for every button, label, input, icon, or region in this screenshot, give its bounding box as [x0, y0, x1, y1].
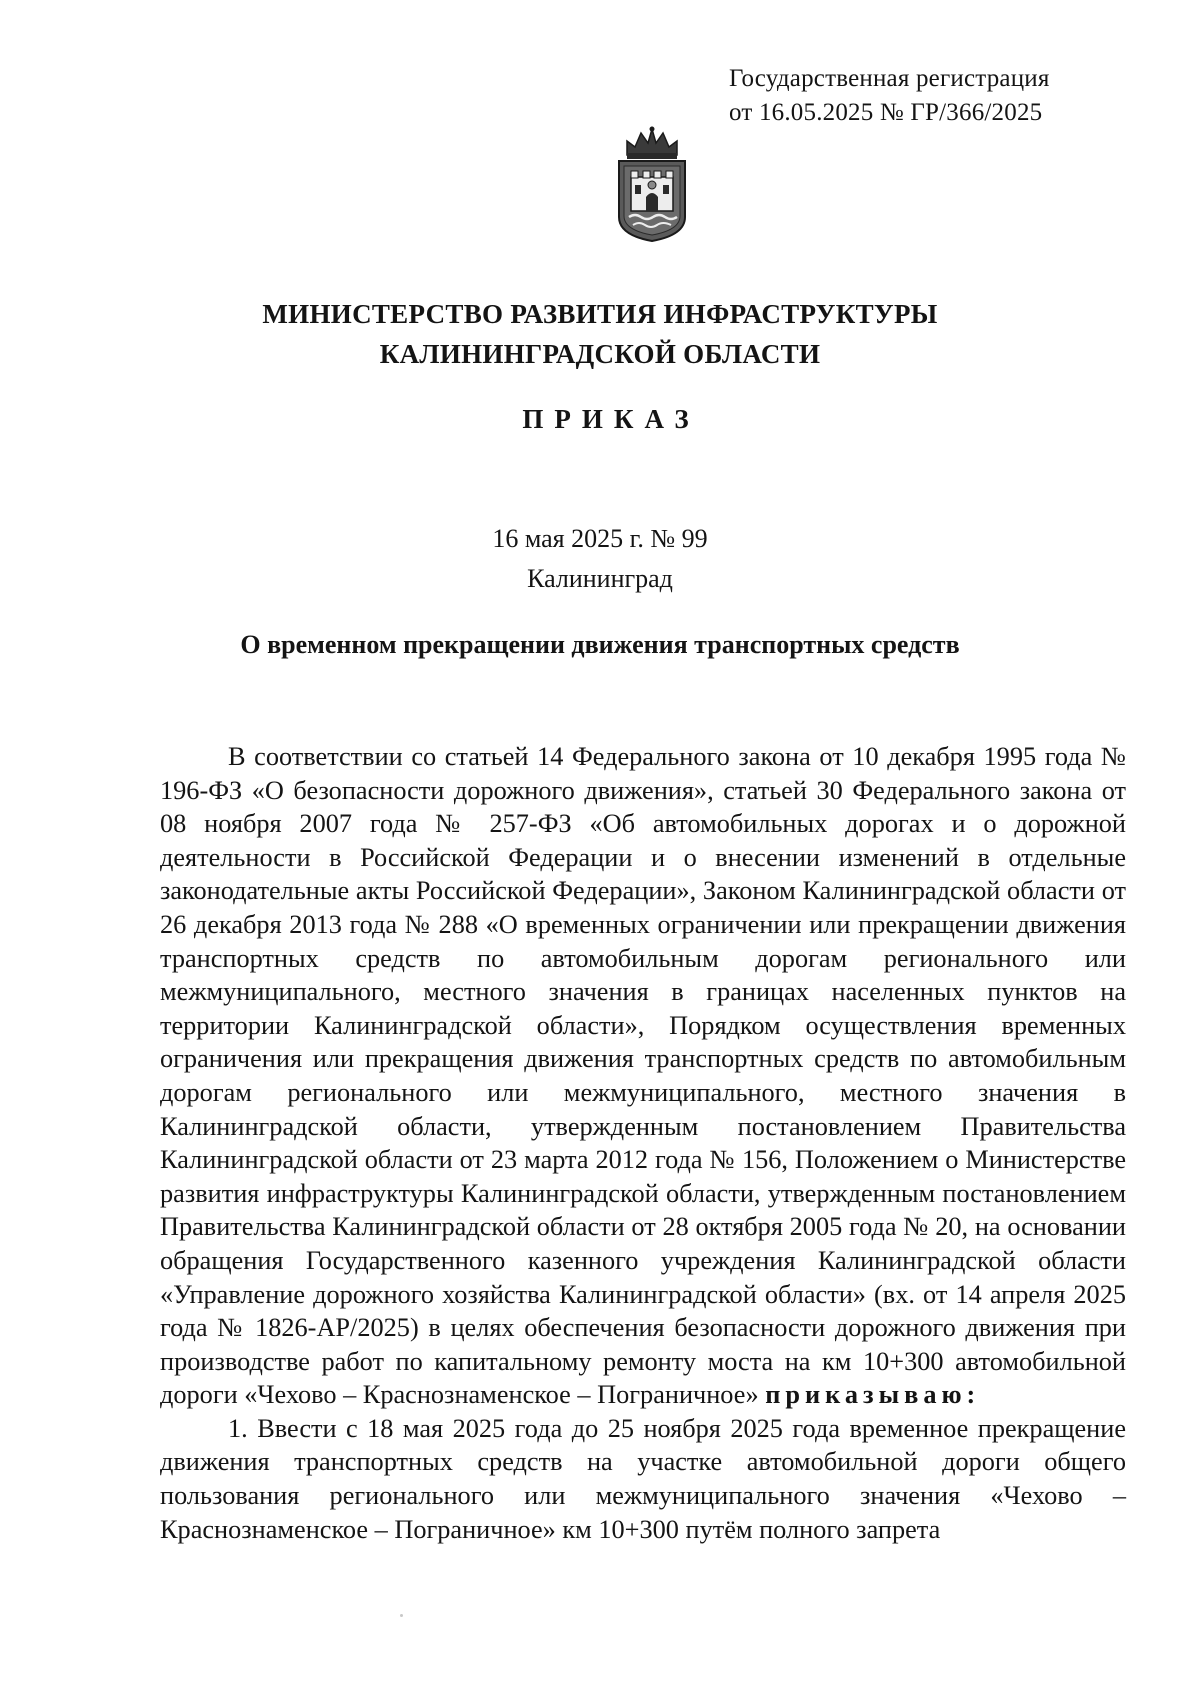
order-city: Калининград [527, 564, 673, 593]
order-item-1: 1. Ввести с 18 мая 2025 года до 25 ноября 2025 года временное прекращение движения транспортных средств на участке автомобильной дороги общего пользования регионального или межмуниципального значения «Чехово – Краснознаменское – Пограничное» км 10+300 путём полного запрета [160, 1413, 1126, 1544]
order-subject: О временном прекращении движения транспортных средств [240, 630, 960, 659]
ministry-name [0, 294, 1200, 374]
order-body [160, 740, 1126, 1546]
registration-line-2: от 16.05.2025 № ГР/366/2025 [729, 99, 1043, 126]
registration-line-1: Государственная регистрация [729, 65, 1050, 92]
ministry-line-2: КАЛИНИНГРАДСКОЙ ОБЛАСТИ [379, 339, 821, 369]
ministry-line-1: МИНИСТЕРСТВО РАЗВИТИЯ ИНФРАСТРУКТУРЫ [262, 299, 938, 329]
decree-word: приказываю: [765, 1380, 981, 1410]
scan-artifact [400, 1614, 403, 1617]
document-type-heading: ПРИКАЗ [522, 404, 700, 434]
crown-icon [627, 127, 677, 160]
castle-tower-icon [631, 171, 673, 211]
order-date-number: 16 мая 2025 г. № 99 [492, 524, 708, 553]
order-metadata [0, 519, 1200, 599]
preamble-paragraph [160, 740, 1126, 1412]
registration-stamp [729, 62, 1149, 130]
preamble-text: В соответствии со статьей 14 Федерального закона от 10 декабря 1995 года № 196-ФЗ «О безопасности дорожного движения», статьей 30 Федерального закона от 08 ноября 2007 года № 257-ФЗ «Об автомобильных дорогах и о дорожной деятельности в Российской Федерации и о внесении изменений в отдельные законодательные акты Российской Федерации», Законом Калининградской области от 26 декабря 2013 года № 288 «О временных ограничении или прекращении движения транспортных средств по автомобильным дорогам регионального или межмуниципального, местного значения в границах населенных пунктов на территории Калининградской области», Порядком осуществления временных ограничения или прекращения движения транспортных средств по автомобильным дорогам регионального или межмуниципального, местного значения в Калининградской области, утвержденным постановлением Правительства Калининградской области от 23 марта 2012 года № 156, Положением о Министерстве развития инфраструктуры Калининградской области, утвержденным постановлением Правительства Калининградской области от 28 октября 2005 года № 20, на основании обращения Государственного казенного учреждения Калининградской области «Управление дорожного хозяйства Калининградской области» (вх. от 14 апреля 2025 года № 1826-АР/2025) в целях обеспечения безопасности дорожного движения при производстве работ по капитальному ремонту моста на км 10+300 автомобильной дороги «Чехово – Краснознаменское – Пограничное» [160, 742, 1126, 1410]
coat-of-arms-emblem [613, 125, 691, 243]
